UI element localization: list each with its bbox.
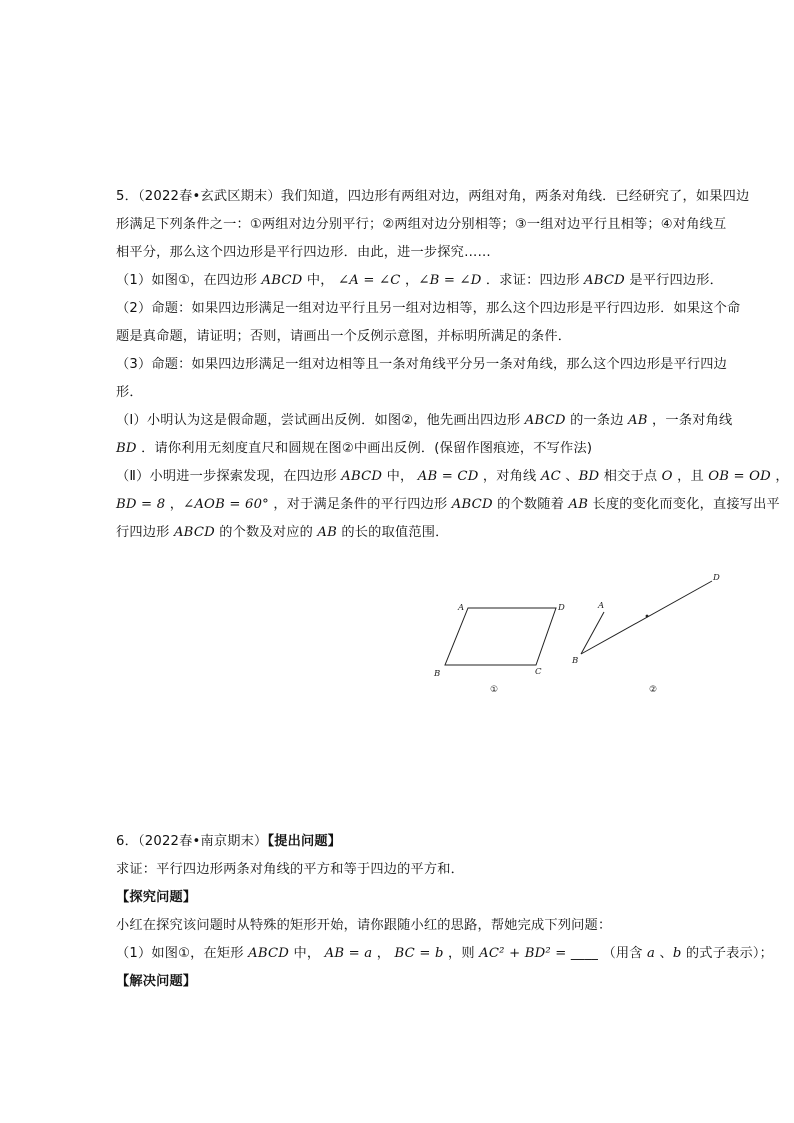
fig2-label-a: A xyxy=(598,601,605,611)
q5-part-2-line-1: （2）命题：如果四边形满足一组对边平行且另一组对边相等，那么这个四边形是平行四边形．如果这个命 xyxy=(116,301,741,316)
figure-2-segments xyxy=(571,573,720,695)
q6-heading-explore: 【探究问题】 xyxy=(116,890,197,905)
q5-sub-1-line-1: （Ⅰ）小明认为这是假命题，尝试画出反例．如图②，他先画出四边形 ABCD 的一条边 AB ，一条对角线 xyxy=(116,413,733,428)
fig1-label-c: C xyxy=(535,667,542,677)
q5-part-3-line-1: （3）命题：如果四边形满足一组对边相等且一条对角线平分另一条对角线，那么这个四边形是平行四边 xyxy=(116,357,728,372)
q6-line-4: 小红在探究该问题时从特殊的矩形开始，请你跟随小红的思路，帮她完成下列问题： xyxy=(116,918,612,933)
q6-part-1: （1）如图①，在矩形 ABCD 中， AB = a ， BC = b ，则 AC² + BD² = ____ （用含 a 、b 的式子表示）； xyxy=(116,946,774,961)
q5-line-1: 5．（2022春•玄武区期末）我们知道，四边形有两组对边，两组对角，两条对角线．已经研究了，如果四边 xyxy=(116,189,750,204)
q6-heading-solve: 【解决问题】 xyxy=(116,974,197,989)
parallelogram-abcd xyxy=(445,608,556,665)
fig1-label-d: D xyxy=(558,603,565,613)
q5-part-1: （1）如图①，在四边形 ABCD 中， ∠A = ∠C ，∠B = ∠D ．求证：四边形 ABCD 是平行四边形． xyxy=(116,273,724,288)
fig1-label-b: B xyxy=(434,669,441,679)
q5-sub-2-line-3: 行四边形 ABCD 的个数及对应的 AB 的长的取值范围． xyxy=(116,525,449,540)
fig2-label-b: B xyxy=(572,656,579,666)
answer-blank: ____ xyxy=(566,946,603,961)
q5-sub-2-line-2: BD = 8 ，∠AOB = 60° ，对于满足条件的平行四边形 ABCD 的个数随着 AB 长度的变化而变化，直接写出平 xyxy=(116,497,780,512)
midpoint-dot xyxy=(646,615,649,618)
q5-sub-1-line-2: BD ．请你利用无刻度直尺和圆规在图②中画出反例．(保留作图痕迹，不写作法) xyxy=(116,441,593,456)
fig2-caption: ② xyxy=(649,685,658,695)
q5-part-3-line-2: 形． xyxy=(116,385,143,400)
fig2-label-d: D xyxy=(713,573,720,583)
q6-title: 6．（2022春•南京期末）【提出问题】 xyxy=(116,834,342,849)
q5-line-2: 形满足下列条件之一：①两组对边分别平行；②两组对边分别相等；③一组对边平行且相等；④对角线互 xyxy=(116,217,727,232)
q5-figures xyxy=(420,565,750,705)
q6-line-2: 求证：平行四边形两条对角线的平方和等于四边的平方和． xyxy=(116,862,465,877)
figure-1-parallelogram xyxy=(433,603,565,695)
q5-part-2-line-2: 题是真命题，请证明；否则，请画出一个反例示意图，并标明所满足的条件． xyxy=(116,329,572,344)
q5-line-3: 相平分，那么这个四边形是平行四边形．由此，进一步探究…… xyxy=(116,245,491,260)
q5-sub-2-line-1: （Ⅱ）小明进一步探索发现，在四边形 ABCD 中， AB = CD ，对角线 AC 、BD 相交于点 O ，且 OB = OD ， xyxy=(116,469,789,484)
fig1-label-a: A xyxy=(458,603,465,613)
fig1-caption: ① xyxy=(490,685,499,695)
